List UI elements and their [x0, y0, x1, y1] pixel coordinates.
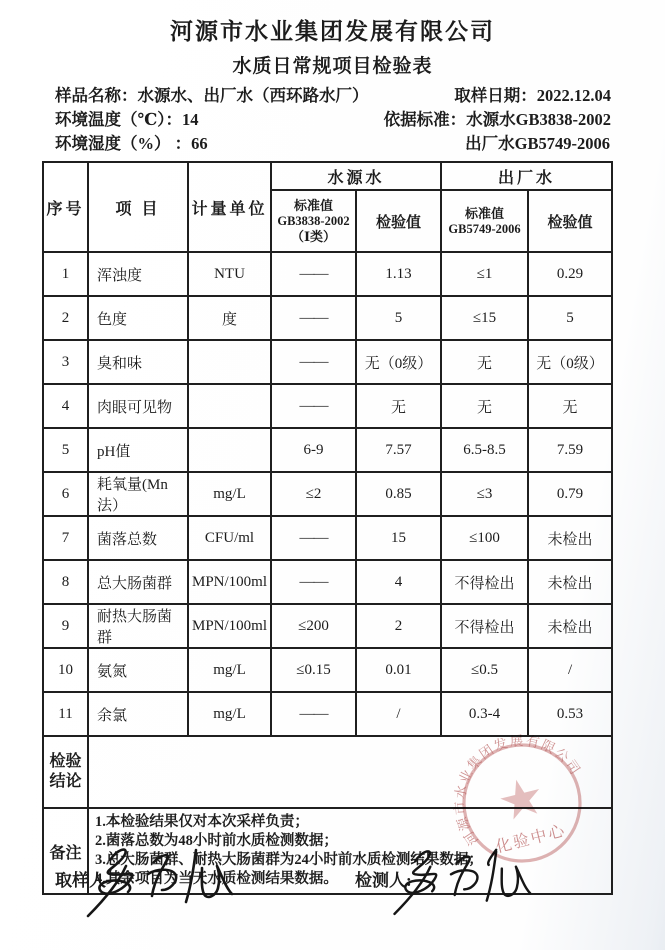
table-row	[43, 340, 612, 384]
table-row	[43, 472, 612, 516]
cell-src-std: ——	[271, 384, 356, 428]
header-cell-source-value: 检验值	[356, 190, 441, 252]
header-cell-outlet-value: 检验值	[528, 190, 612, 252]
cell-src-std: ≤2	[271, 472, 356, 516]
cell-unit	[188, 384, 271, 428]
standard-outlet-text: 出厂水GB5749-2006	[465, 134, 610, 153]
cell-src-val: 5	[356, 296, 441, 340]
cell-out-std: 6.5-8.5	[441, 428, 528, 472]
cell-item: 浑浊度	[88, 252, 188, 296]
header-cell-unit: 计量单位	[188, 162, 271, 252]
cell-src-std: ——	[271, 560, 356, 604]
lab-center-seal	[447, 728, 597, 878]
cell-out-val: /	[528, 648, 612, 692]
table-group-header-row	[43, 162, 612, 190]
cell-out-val: 无（0级）	[528, 340, 612, 384]
cell-out-val: 未检出	[528, 516, 612, 560]
ambient-humidity-text: 环境湿度（%） ：66	[55, 134, 208, 153]
header-group-outlet-water: 出厂水	[441, 162, 612, 190]
conclusion-label: 检验 结论	[43, 736, 88, 808]
table-row	[43, 252, 612, 296]
cell-out-val: 7.59	[528, 428, 612, 472]
cell-no: 5	[43, 428, 88, 472]
seal-center-text: 化验中心	[494, 822, 569, 857]
info-line-humidity	[55, 132, 611, 156]
cell-item: 菌落总数	[88, 516, 188, 560]
company-name: 河源市水业集团发展有限公司	[170, 19, 495, 44]
cell-no: 8	[43, 560, 88, 604]
cell-unit: CFU/ml	[188, 516, 271, 560]
cell-unit: NTU	[188, 252, 271, 296]
cell-src-val: 0.85	[356, 472, 441, 516]
cell-out-std: 0.3-4	[441, 692, 528, 736]
header-cell-item: 项 目	[88, 162, 188, 252]
table-row	[43, 604, 612, 648]
cell-no: 11	[43, 692, 88, 736]
cell-unit: mg/L	[188, 472, 271, 516]
cell-no: 6	[43, 472, 88, 516]
cell-src-std: ≤200	[271, 604, 356, 648]
cell-src-val: 0.01	[356, 648, 441, 692]
cell-unit: mg/L	[188, 692, 271, 736]
sampler-label: 取样人	[55, 871, 106, 890]
cell-out-std: 无	[441, 340, 528, 384]
cell-src-val: 无（0级）	[356, 340, 441, 384]
info-line-temperature	[55, 108, 611, 132]
table-row	[43, 384, 612, 428]
cell-out-val: 0.53	[528, 692, 612, 736]
header-cell-outlet-standard: 标准值 GB5749-2006	[441, 190, 528, 252]
remark-line: 2.菌落总数为48小时前水质检测数据；	[95, 833, 338, 849]
table-row	[43, 428, 612, 472]
remark-label: 备注	[43, 808, 88, 894]
cell-src-std: ——	[271, 252, 356, 296]
cell-out-val: 无	[528, 384, 612, 428]
cell-src-std: ——	[271, 692, 356, 736]
cell-no: 2	[43, 296, 88, 340]
info-line-sample	[55, 84, 611, 108]
cell-src-val: 15	[356, 516, 441, 560]
cell-src-std: ≤0.15	[271, 648, 356, 692]
remark-line: 1.本检验结果仅对本次采样负责；	[95, 814, 309, 830]
cell-src-val: 无	[356, 384, 441, 428]
cell-no: 4	[43, 384, 88, 428]
cell-unit	[188, 428, 271, 472]
cell-out-std: ≤0.5	[441, 648, 528, 692]
header-group-source-water: 水源水	[271, 162, 441, 190]
remark-line: 4.其余项目为当天水质检测结果数据。	[95, 871, 338, 887]
seal-star-icon	[497, 775, 545, 822]
cell-item: 氨氮	[88, 648, 188, 692]
header-cell-source-standard: 标准值 GB3838-2002 （Ⅰ类）	[271, 190, 356, 252]
cell-no: 10	[43, 648, 88, 692]
cell-unit	[188, 340, 271, 384]
cell-out-std: 不得检出	[441, 560, 528, 604]
cell-out-std: ≤1	[441, 252, 528, 296]
sampling-date-text: 取样日期：2022.12.04	[454, 86, 611, 105]
cell-unit: 度	[188, 296, 271, 340]
table-row	[43, 560, 612, 604]
cell-src-val: 4	[356, 560, 441, 604]
report-info-block	[55, 84, 611, 156]
cell-out-val: 5	[528, 296, 612, 340]
cell-no: 1	[43, 252, 88, 296]
cell-out-std: ≤100	[441, 516, 528, 560]
cell-unit: MPN/100ml	[188, 604, 271, 648]
cell-out-val: 未检出	[528, 560, 612, 604]
cell-unit: MPN/100ml	[188, 560, 271, 604]
cell-item: 色度	[88, 296, 188, 340]
cell-no: 9	[43, 604, 88, 648]
cell-src-val: /	[356, 692, 441, 736]
cell-src-val: 2	[356, 604, 441, 648]
cell-no: 3	[43, 340, 88, 384]
header-cell-no: 序号	[43, 162, 88, 252]
cell-item: pH值	[88, 428, 188, 472]
cell-out-val: 0.29	[528, 252, 612, 296]
cell-out-val: 0.79	[528, 472, 612, 516]
cell-item: 总大肠菌群	[88, 560, 188, 604]
table-row	[43, 516, 612, 560]
cell-src-std: ——	[271, 516, 356, 560]
cell-item: 耗氧量(Mn法）	[88, 472, 188, 516]
sample-name-text: 样品名称：水源水、出厂水（西环路水厂）	[55, 86, 369, 105]
cell-out-std: ≤15	[441, 296, 528, 340]
cell-src-val: 7.57	[356, 428, 441, 472]
cell-src-std: ——	[271, 340, 356, 384]
remark-line: 3.总大肠菌群、耐热大肠菌群为24小时前水质检测结果数据；	[95, 852, 483, 868]
seal-ring-text: 河源市水业集团发展有限公司	[452, 733, 584, 849]
cell-no: 7	[43, 516, 88, 560]
table-row	[43, 648, 612, 692]
document-title: 水质日常规项目检验表	[232, 56, 433, 77]
cell-src-std: ——	[271, 296, 356, 340]
ambient-temperature-text: 环境温度（℃）：14	[55, 110, 199, 129]
cell-src-val: 1.13	[356, 252, 441, 296]
table-row	[43, 296, 612, 340]
cell-out-std: 不得检出	[441, 604, 528, 648]
cell-unit: mg/L	[188, 648, 271, 692]
cell-item: 臭和味	[88, 340, 188, 384]
cell-src-std: 6-9	[271, 428, 356, 472]
standard-basis-text: 依据标准：水源水GB3838-2002	[383, 110, 611, 129]
cell-out-val: 未检出	[528, 604, 612, 648]
cell-item: 余氯	[88, 692, 188, 736]
cell-out-std: 无	[441, 384, 528, 428]
cell-item: 肉眼可见物	[88, 384, 188, 428]
cell-out-std: ≤3	[441, 472, 528, 516]
tester-label: 检测人:	[355, 871, 412, 890]
cell-item: 耐热大肠菌群	[88, 604, 188, 648]
